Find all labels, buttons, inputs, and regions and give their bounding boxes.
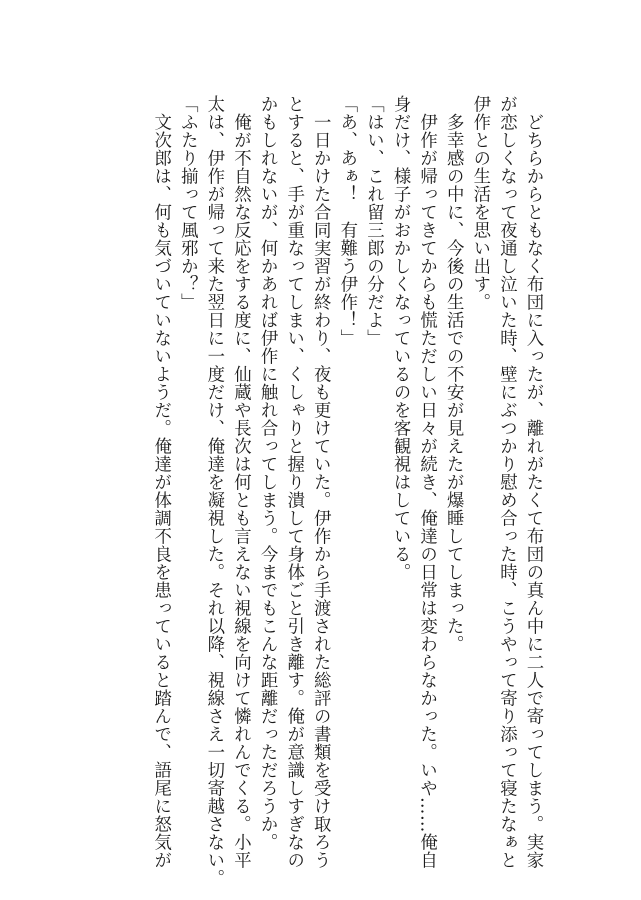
dialogue-column: 「あ、あぁ！ 有難う伊作！」: [336, 95, 357, 347]
text-column: 文次郎は、何も気づいていないようだ。俺達が体調不良を患っていると踏んで、語尾に怒気が: [150, 95, 171, 869]
text-column: 多幸感の中に、今後の生活での不安が見えたが爆睡してしまった。: [443, 95, 464, 653]
vertical-text-body: [147, 95, 546, 887]
text-column: 身だけ、様子がおかしくなっているのを客観視はしている。: [390, 95, 411, 581]
text-column: が恋しくなって夜通し泣いた時、壁にぶつかり慰め合った時、こうやって寄り添って寝たなぁと: [496, 95, 517, 869]
text-column: 伊作との生活を思い出す。: [469, 95, 490, 311]
dialogue-column: 「はい、これ留三郎の分だよ」: [363, 95, 384, 347]
text-column: 太は、伊作が帰って来た翌日に一度だけ、俺達を凝視した。それ以降、視線さえ一切寄越さない。: [203, 95, 224, 887]
dialogue-column: 「ふたり揃って風邪か？」: [177, 95, 198, 311]
text-column: 一日かけた合同実習が終わり、夜も更けていた。伊作から手渡された総評の書類を受け取ろう: [310, 95, 331, 869]
text-column: かもしれないが、何かあれば伊作に触れ合ってしまう。今までもこんな距離だっただろうか。: [257, 95, 278, 851]
text-column: 俺が不自然な反応をする度に、仙蔵や長次は何とも言えない視線を向けて憐れんでくる。小平: [230, 95, 251, 869]
text-column: どちらからともなく布団に入ったが、離れがたくて布団の真ん中に二人で寄ってしまう。実家: [523, 95, 543, 869]
text-column: 伊作が帰ってきてからも慌ただしい日々が続き、俺達の日常は変わらなかった。いや……俺自: [416, 95, 437, 869]
text-column: とすると、手が重なってしまい、くしゃりと握り潰して身体ごと引き離す。俺が意識しすぎなの: [283, 95, 304, 869]
